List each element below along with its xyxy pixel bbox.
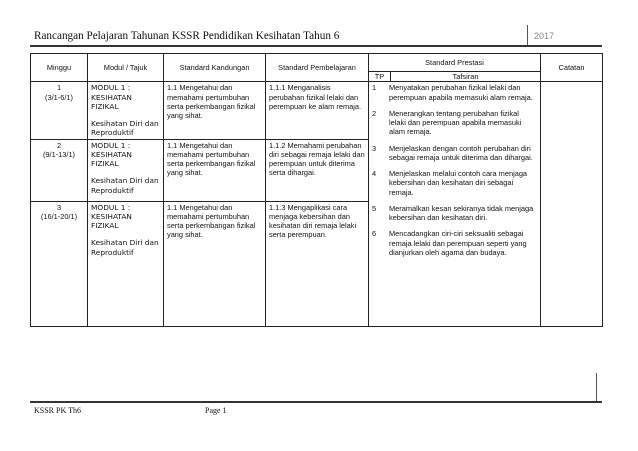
week-number: 3 [56, 202, 62, 212]
tajuk-line: Kesihatan Diri dan [91, 176, 159, 186]
modul-name: KESIHATAN FIZIKAL [91, 211, 132, 230]
standard-kandungan-cell: 1.1 Mengetahui dan memahami pertumbuhan serta perkembangan fizikal yang sihat. [164, 82, 266, 139]
modul-cell [88, 201, 164, 326]
document-title: Rancangan Pelajaran Tahunan KSSR Pendidikan Kesihatan Tahun 6 [34, 30, 340, 42]
tajuk-line: Kesihatan Diri dan [91, 119, 159, 128]
week-number: 1 [56, 83, 62, 93]
lesson-plan-table [30, 53, 603, 327]
tp-level: 5 [372, 203, 377, 213]
tajuk-line: Reproduktif [91, 185, 134, 195]
tp-level: 6 [372, 229, 377, 239]
col-header-minggu: Minggu [31, 54, 88, 82]
week-cell [31, 82, 88, 139]
col-header-prestasi: Standard Prestasi [369, 54, 541, 72]
tafsiran-text: Mencadangkan ciri-ciri seksualiti sebagai remaja lelaki dan perempuan seperti yang dianjurkan oleh agama dan budaya. [389, 229, 527, 257]
modul-cell [88, 82, 164, 139]
week-range: (3/1-6/1) [45, 92, 73, 102]
tafsiran-text: Menjelaskan dengan contoh perubahan diri sebagai remaja untuk diterima dan dihargai. [389, 143, 533, 162]
standard-pembelajaran-cell: 1.1.2 Memahami perubahan diri sebagai remaja lelaki dan perempuan untuk diterima serta dihargai. [266, 139, 369, 201]
page-number: Page 1 [205, 406, 227, 415]
col-header-tp: TP [369, 72, 391, 82]
footer-divider [596, 373, 597, 403]
prestasi-item [372, 204, 537, 223]
standard-pembelajaran-cell: 1.1.1 Menganalisis perubahan fizikal lelaki dan perempuan ke alam remaja. [266, 82, 369, 139]
modul-name: KESIHATAN FIZIKAL [91, 92, 132, 111]
week-range: (16/1-20/1) [40, 211, 78, 221]
standard-kandungan-cell: 1.1 Mengetahui dan memahami pertumbuhan serta perkembangan fizikal yang sihat. [164, 139, 266, 201]
tp-level: 3 [372, 143, 377, 153]
col-header-pembelajaran: Standard Pembelajaran [266, 54, 369, 82]
catatan-cell [541, 82, 603, 326]
footer-label: KSSR PK Th6 [34, 406, 81, 415]
modul-name: KESIHATAN FIZIKAL [91, 149, 132, 168]
col-header-catatan: Catatan [541, 54, 603, 82]
prestasi-item [372, 83, 537, 102]
tafsiran-text: Menerangkan tentang perubahan fizikal lelaki dan perempuan apabila memasuki alam remaja. [389, 108, 522, 137]
standard-kandungan-cell: 1.1 Mengetahui dan memahami pertumbuhan serta perkembangan fizikal yang sihat. [164, 201, 266, 326]
header-rule [30, 45, 602, 47]
footer-rule [30, 401, 602, 403]
modul-cell [88, 139, 164, 201]
prestasi-item [372, 229, 537, 257]
standard-pembelajaran-cell: 1.1.3 Mengaplikasi cara menjaga kebersihan dan kesihatan diri remaja lelaki serta perempuan. [266, 201, 369, 326]
col-header-kandungan: Standard Kandungan [164, 54, 266, 82]
tajuk-line: Reproduktif [91, 247, 134, 257]
table-row [31, 82, 603, 139]
week-range: (9/1-13/1) [42, 149, 76, 159]
prestasi-item [372, 109, 537, 137]
tafsiran-text: Meramalkan kesan sekiranya tidak menjaga kebersihan dan kesihatan diri. [389, 203, 534, 222]
week-cell [31, 201, 88, 326]
modul-label: MODUL 1 : [91, 140, 131, 150]
table-header-row [31, 54, 603, 72]
standard-prestasi-cell [369, 82, 541, 326]
tafsiran-text: Menyatakan perubahan fizikal lelaki dan perempuan apabila memasuki alam remaja. [389, 83, 533, 102]
document-year: 2017 [534, 31, 555, 41]
tp-level: 4 [372, 169, 377, 178]
tajuk-line: Kesihatan Diri dan [91, 238, 159, 248]
modul-label: MODUL 1 : [91, 83, 131, 93]
prestasi-item [372, 144, 537, 163]
week-cell [31, 139, 88, 201]
tajuk-line: Reproduktif [91, 128, 134, 138]
tp-level: 2 [372, 108, 377, 118]
tafsiran-text: Menjelaskan melalui contoh cara menjaga kebersihan dan kesihatan diri sebagai remaja. [389, 169, 528, 197]
prestasi-item [372, 169, 537, 197]
col-header-tafsiran: Tafsiran [391, 72, 541, 82]
modul-label: MODUL 1 : [91, 202, 131, 212]
header-divider [527, 25, 528, 45]
col-header-modul: Modul / Tajuk [88, 54, 164, 82]
week-number: 2 [56, 140, 62, 150]
tp-level: 1 [372, 83, 377, 93]
